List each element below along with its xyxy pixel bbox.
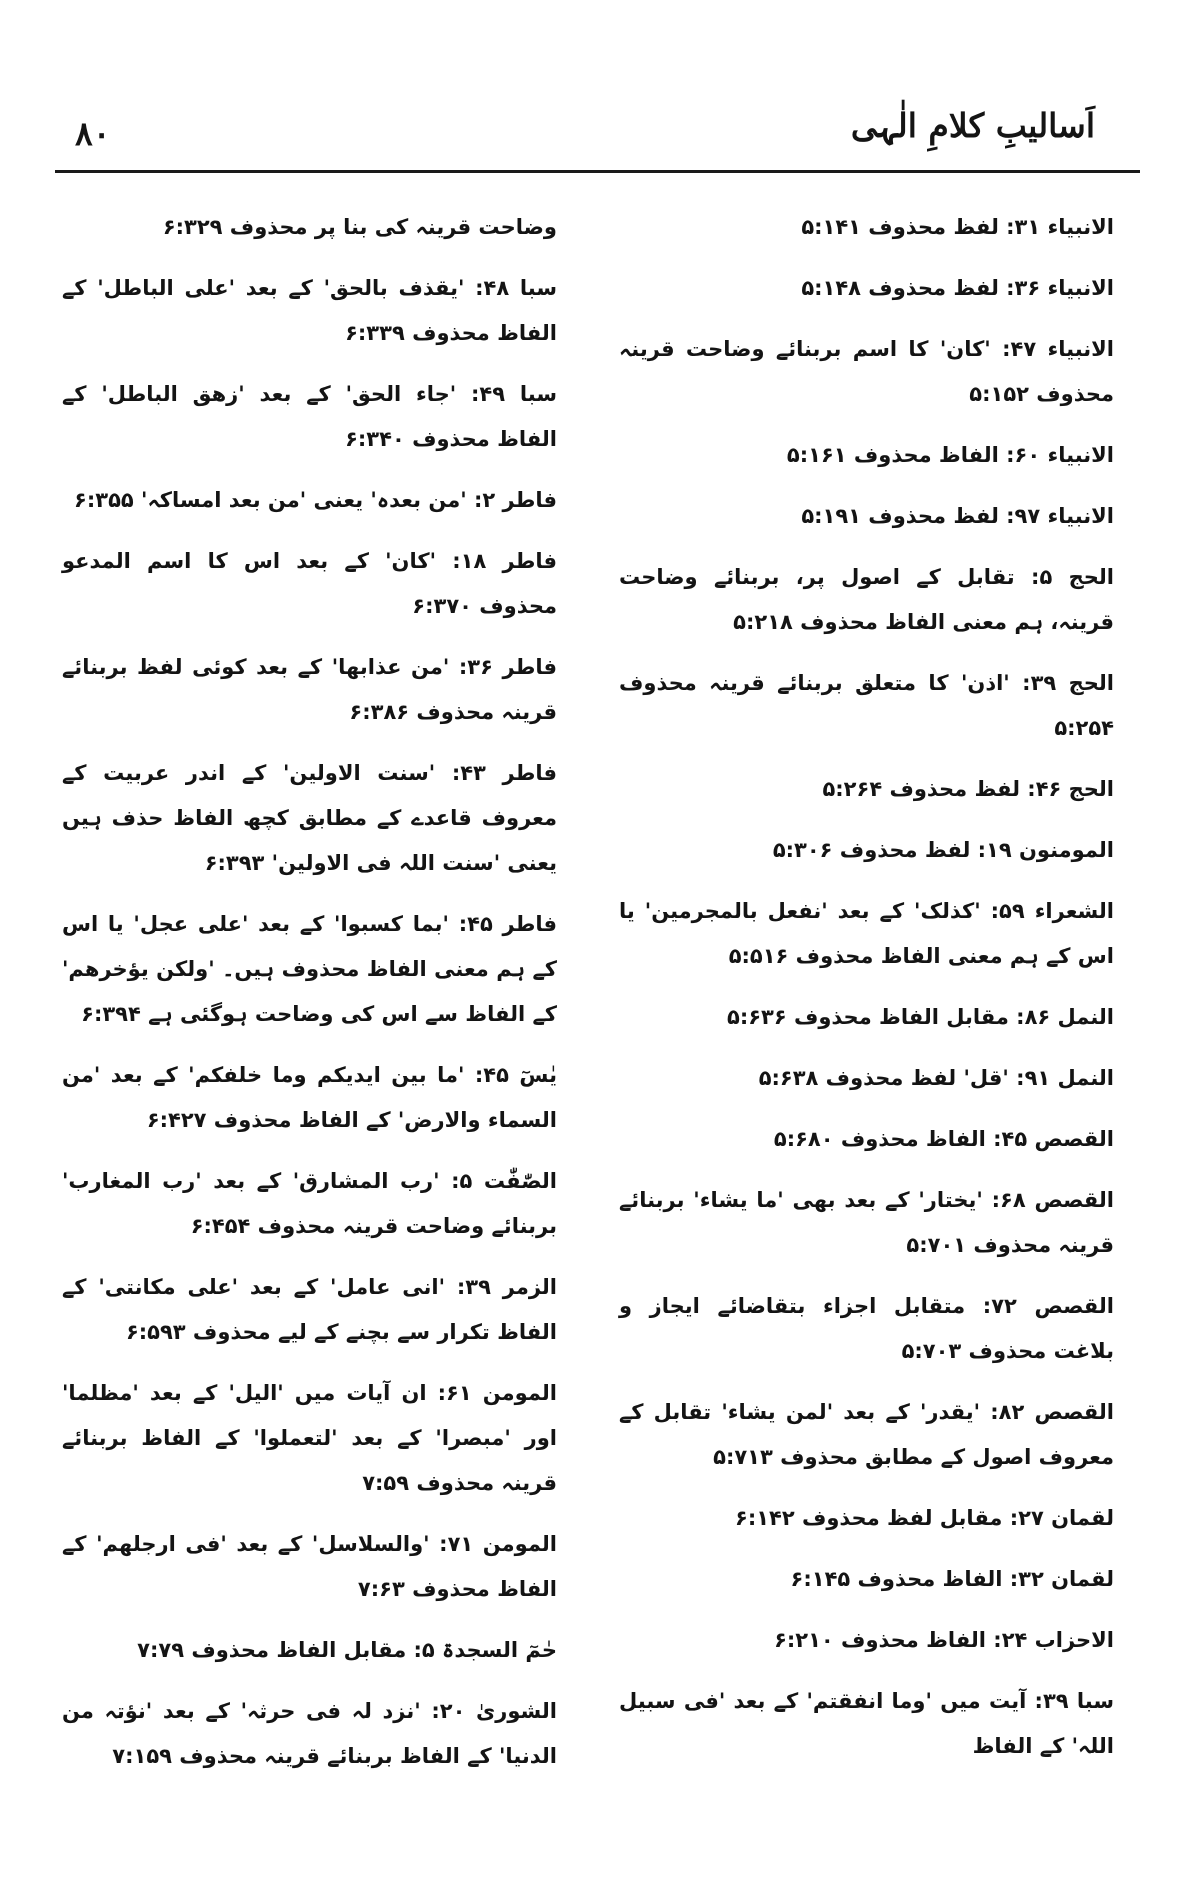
index-entry: الصّٰفّٰت ۵: 'رب المشارق' کے بعد 'رب المغارب' بربنائے وضاحت قرینہ محذوف ۶:۴۵۴: [62, 1169, 558, 1238]
index-entry: فاطر ۱۸: 'کان' کے بعد اس کا اسم المدعو محذوف ۶:۳۷۰: [62, 549, 557, 618]
index-entry: فاطر ۴۵: 'بما کسبوا' کے بعد 'علی عجل' یا اس کے ہم معنی الفاظ محذوف ہیں۔ 'ولکن یؤخرھم' کے الفاظ سے اس کی وضاحت ہوگئی ہے ۶:۳۹۴: [62, 912, 557, 1026]
left-column: [62, 205, 557, 1795]
index-entry: یٰسٓ ۴۵: 'ما بین ایدیکم وما خلفکم' کے بعد 'من السماء والارض' کے الفاظ محذوف ۶:۴۲۷: [62, 1063, 557, 1132]
index-entry: الانبیاء ۳۱: لفظ محذوف ۵:۱۴۱: [801, 215, 1114, 239]
index-entry: لقمان ۳۲: الفاظ محذوف ۶:۱۴۵: [790, 1567, 1114, 1591]
index-entry: النمل ۸۶: مقابل الفاظ محذوف ۵:۶۳۶: [727, 1005, 1114, 1029]
index-entry: الانبیاء ۶۰: الفاظ محذوف ۵:۱۶۱: [786, 443, 1114, 467]
index-entry: الشوریٰ ۲۰: 'نزد لہ فی حرثہ' کے بعد 'نؤتہ من الدنیا' کے الفاظ بربنائے قرینہ محذوف ۷:۱۵۹: [62, 1699, 557, 1768]
index-entry: وضاحت قرینہ کی بنا پر محذوف ۶:۳۲۹: [162, 215, 557, 239]
index-entry: فاطر ۳۶: 'من عذابھا' کے بعد کوئی لفظ بربنائے قرینہ محذوف ۶:۳۸۶: [62, 655, 557, 724]
index-entry: القصص ۸۲: 'یقدر' کے بعد 'لمن یشاء' تقابل کے معروف اصول کے مطابق محذوف ۵:۷۱۳: [619, 1400, 1114, 1469]
index-entry: فاطر ۴۳: 'سنت الاولین' کے اندر عربیت کے معروف قاعدے کے مطابق کچھ الفاظ حذف ہیں یعنی 'سنت اللہ فی الاولین' ۶:۳۹۳: [62, 761, 557, 875]
index-entry: الانبیاء ۳۶: لفظ محذوف ۵:۱۴۸: [801, 276, 1114, 300]
index-entry: الحج ۳۹: 'اذن' کا متعلق بربنائے قرینہ محذوف ۵:۲۵۴: [619, 671, 1114, 740]
index-entry: سبا ۴۹: 'جاء الحق' کے بعد 'زھق الباطل' کے الفاظ محذوف ۶:۳۴۰: [62, 382, 557, 451]
index-entry: القصص ۴۵: الفاظ محذوف ۵:۶۸۰: [773, 1127, 1114, 1151]
page-number: ۸۰: [75, 114, 111, 153]
index-entry: الشعراء ۵۹: 'کذلک' کے بعد 'نفعل بالمجرمین' یا اس کے ہم معنی الفاظ محذوف ۵:۵۱۶: [619, 899, 1114, 968]
index-entry: سبا ۴۸: 'یقذف بالحق' کے بعد 'علی الباطل' کے الفاظ محذوف ۶:۳۳۹: [62, 276, 557, 345]
index-entry: المومنون ۱۹: لفظ محذوف ۵:۳۰۶: [772, 838, 1114, 862]
index-entry: الحج ۵: تقابل کے اصول پر، بربنائے وضاحت قرینہ، ہم معنی الفاظ محذوف ۵:۲۱۸: [619, 565, 1114, 634]
page-header: [55, 98, 1130, 168]
index-entry: فاطر ۲: 'من بعدہ' یعنی 'من بعد امساکہ' ۶:۳۵۵: [74, 488, 557, 512]
index-entry: الانبیاء ۴۷: 'کان' کا اسم بربنائے وضاحت قرینہ محذوف ۵:۱۵۲: [619, 337, 1114, 406]
index-entry: المومن ۷۱: 'والسلاسل' کے بعد 'فی ارجلھم' کے الفاظ محذوف ۷:۶۳: [62, 1532, 557, 1601]
index-entry: الانبیاء ۹۷: لفظ محذوف ۵:۱۹۱: [801, 504, 1114, 528]
right-column: [619, 205, 1114, 1785]
index-entry: النمل ۹۱: 'قل' لفظ محذوف ۵:۶۳۸: [758, 1066, 1114, 1090]
book-title: اَسالیبِ کلامِ الٰہی: [850, 106, 1095, 145]
header-divider: [55, 170, 1140, 173]
index-entry: لقمان ۲۷: مقابل لفظ محذوف ۶:۱۴۲: [735, 1506, 1114, 1530]
index-entry: الحج ۴۶: لفظ محذوف ۵:۲۶۴: [822, 777, 1114, 801]
index-entry: حٰمٓ السجدۃ ۵: مقابل الفاظ محذوف ۷:۷۹: [137, 1638, 557, 1662]
index-entry: الزمر ۳۹: 'انی عامل' کے بعد 'علی مکانتی' کے الفاظ تکرار سے بچنے کے لیے محذوف ۶:۵۹۳: [62, 1275, 558, 1344]
index-entry: الاحزاب ۲۴: الفاظ محذوف ۶:۲۱۰: [774, 1628, 1114, 1652]
index-entry: سبا ۳۹: آیت میں 'وما انفقتم' کے بعد 'فی سبیل اللہ' کے الفاظ: [619, 1689, 1114, 1758]
index-entry: المومن ۶۱: ان آیات میں 'الیل' کے بعد 'مظلما' اور 'مبصرا' کے بعد 'لتعملوا' کے الفاظ بربنائے قرینہ محذوف ۷:۵۹: [62, 1381, 557, 1495]
index-entry: القصص ۷۲: متقابل اجزاء بتقاضائے ایجاز و بلاغت محذوف ۵:۷۰۳: [619, 1294, 1115, 1363]
index-entry: القصص ۶۸: 'یختار' کے بعد بھی 'ما یشاء' بربنائے قرینہ محذوف ۵:۷۰۱: [619, 1188, 1114, 1257]
